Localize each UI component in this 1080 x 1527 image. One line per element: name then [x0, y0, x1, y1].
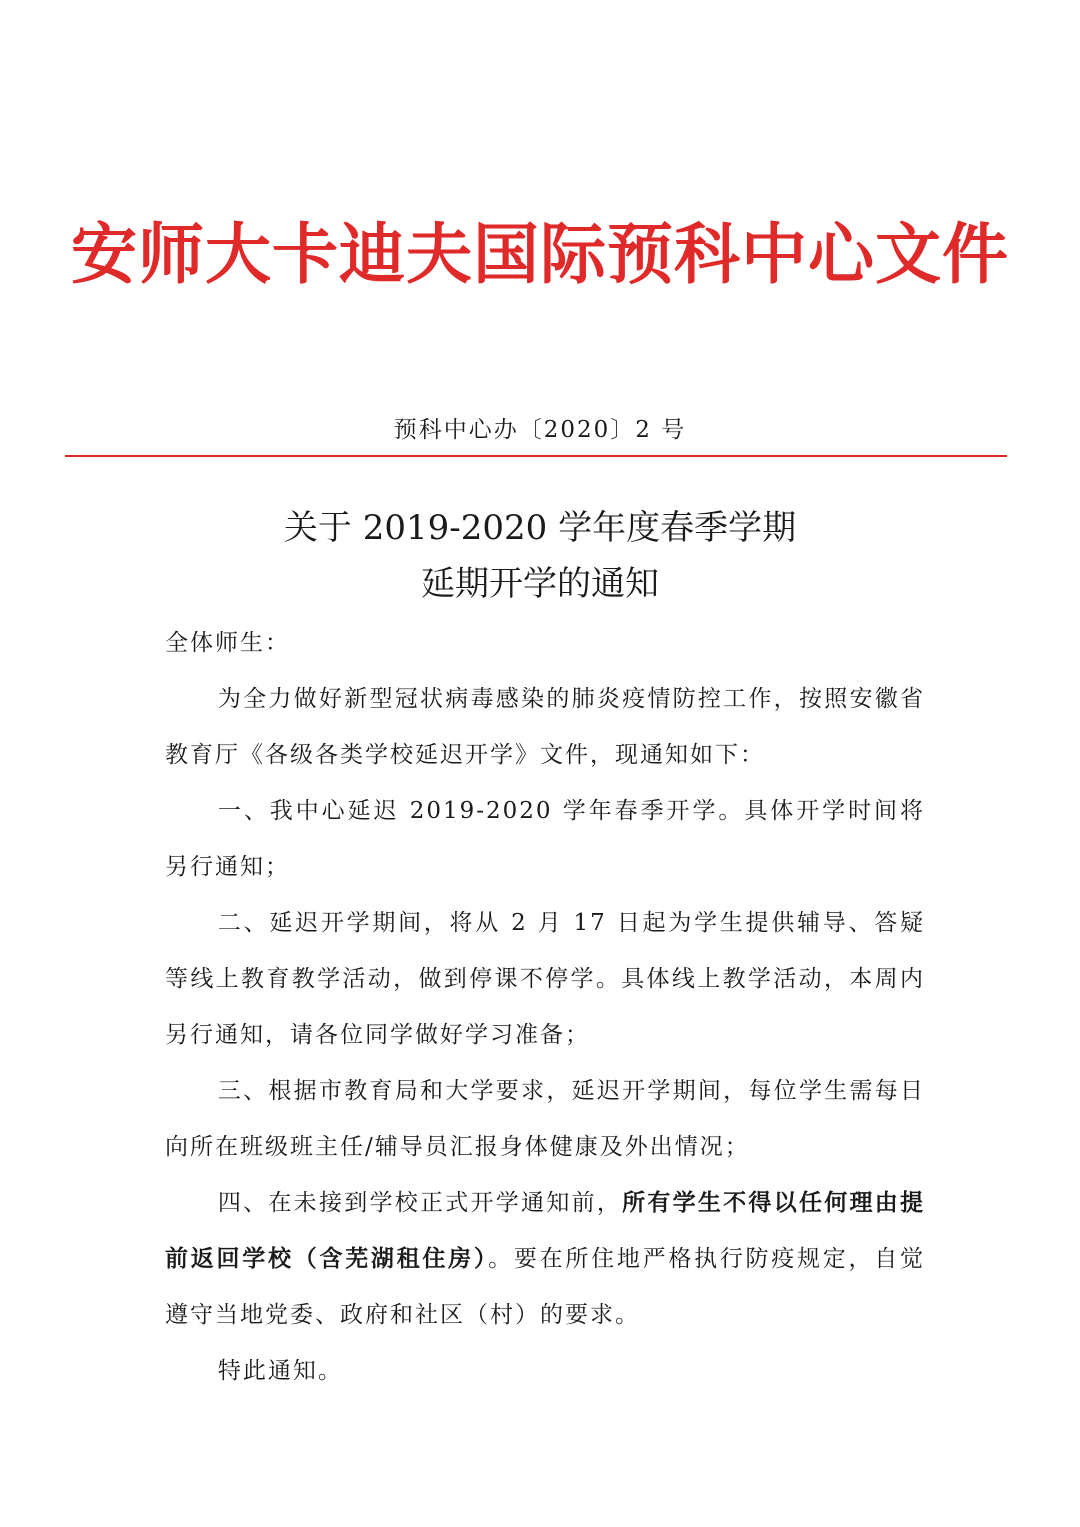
item-4-paragraph — [165, 1175, 925, 1343]
notice-title — [0, 500, 1080, 612]
item-4-bold-text: 所有学生不得以任何理由提前返回学校（含芜湖租住房） — [165, 1189, 926, 1272]
item-4-suffix: 。要在所住地严格执行防疫规定，自觉遵守当地党委、政府和社区（村）的要求。 — [165, 1246, 926, 1328]
document-number: 预科中心办〔2020〕2 号 — [393, 417, 687, 443]
notice-title-line-2: 延期开学的通知 — [421, 564, 659, 604]
intro-paragraph: 为全力做好新型冠状病毒感染的肺炎疫情防控工作，按照安徽省教育厅《各级各类学校延迟开学》文件，现通知如下： — [165, 686, 925, 768]
notice-title-line-1: 关于 2019-2020 学年度春季学期 — [283, 508, 797, 548]
issuer-header-title: 安师大卡迪夫国际预科中心文件 — [71, 216, 1009, 293]
item-4-prefix: 四、在未接到学校正式开学通知前， — [217, 1190, 623, 1216]
item-1-paragraph: 一、我中心延迟 2019-2020 学年春季开学。具体开学时间将另行通知； — [165, 798, 925, 880]
notice-body — [165, 615, 925, 1399]
item-3-paragraph: 三、根据市教育局和大学要求，延迟开学期间，每位学生需每日向所在班级班主任/辅导员汇报身体健康及外出情况； — [165, 1078, 925, 1160]
item-2-paragraph: 二、延迟开学期间，将从 2 月 17 日起为学生提供辅导、答疑等线上教育教学活动，做到停课不停学。具体线上教学活动，本周内另行通知，请各位同学做好学习准备； — [165, 910, 925, 1048]
greeting: 全体师生： — [165, 630, 290, 656]
header-divider — [65, 455, 1007, 457]
closing-paragraph: 特此通知。 — [217, 1358, 343, 1384]
